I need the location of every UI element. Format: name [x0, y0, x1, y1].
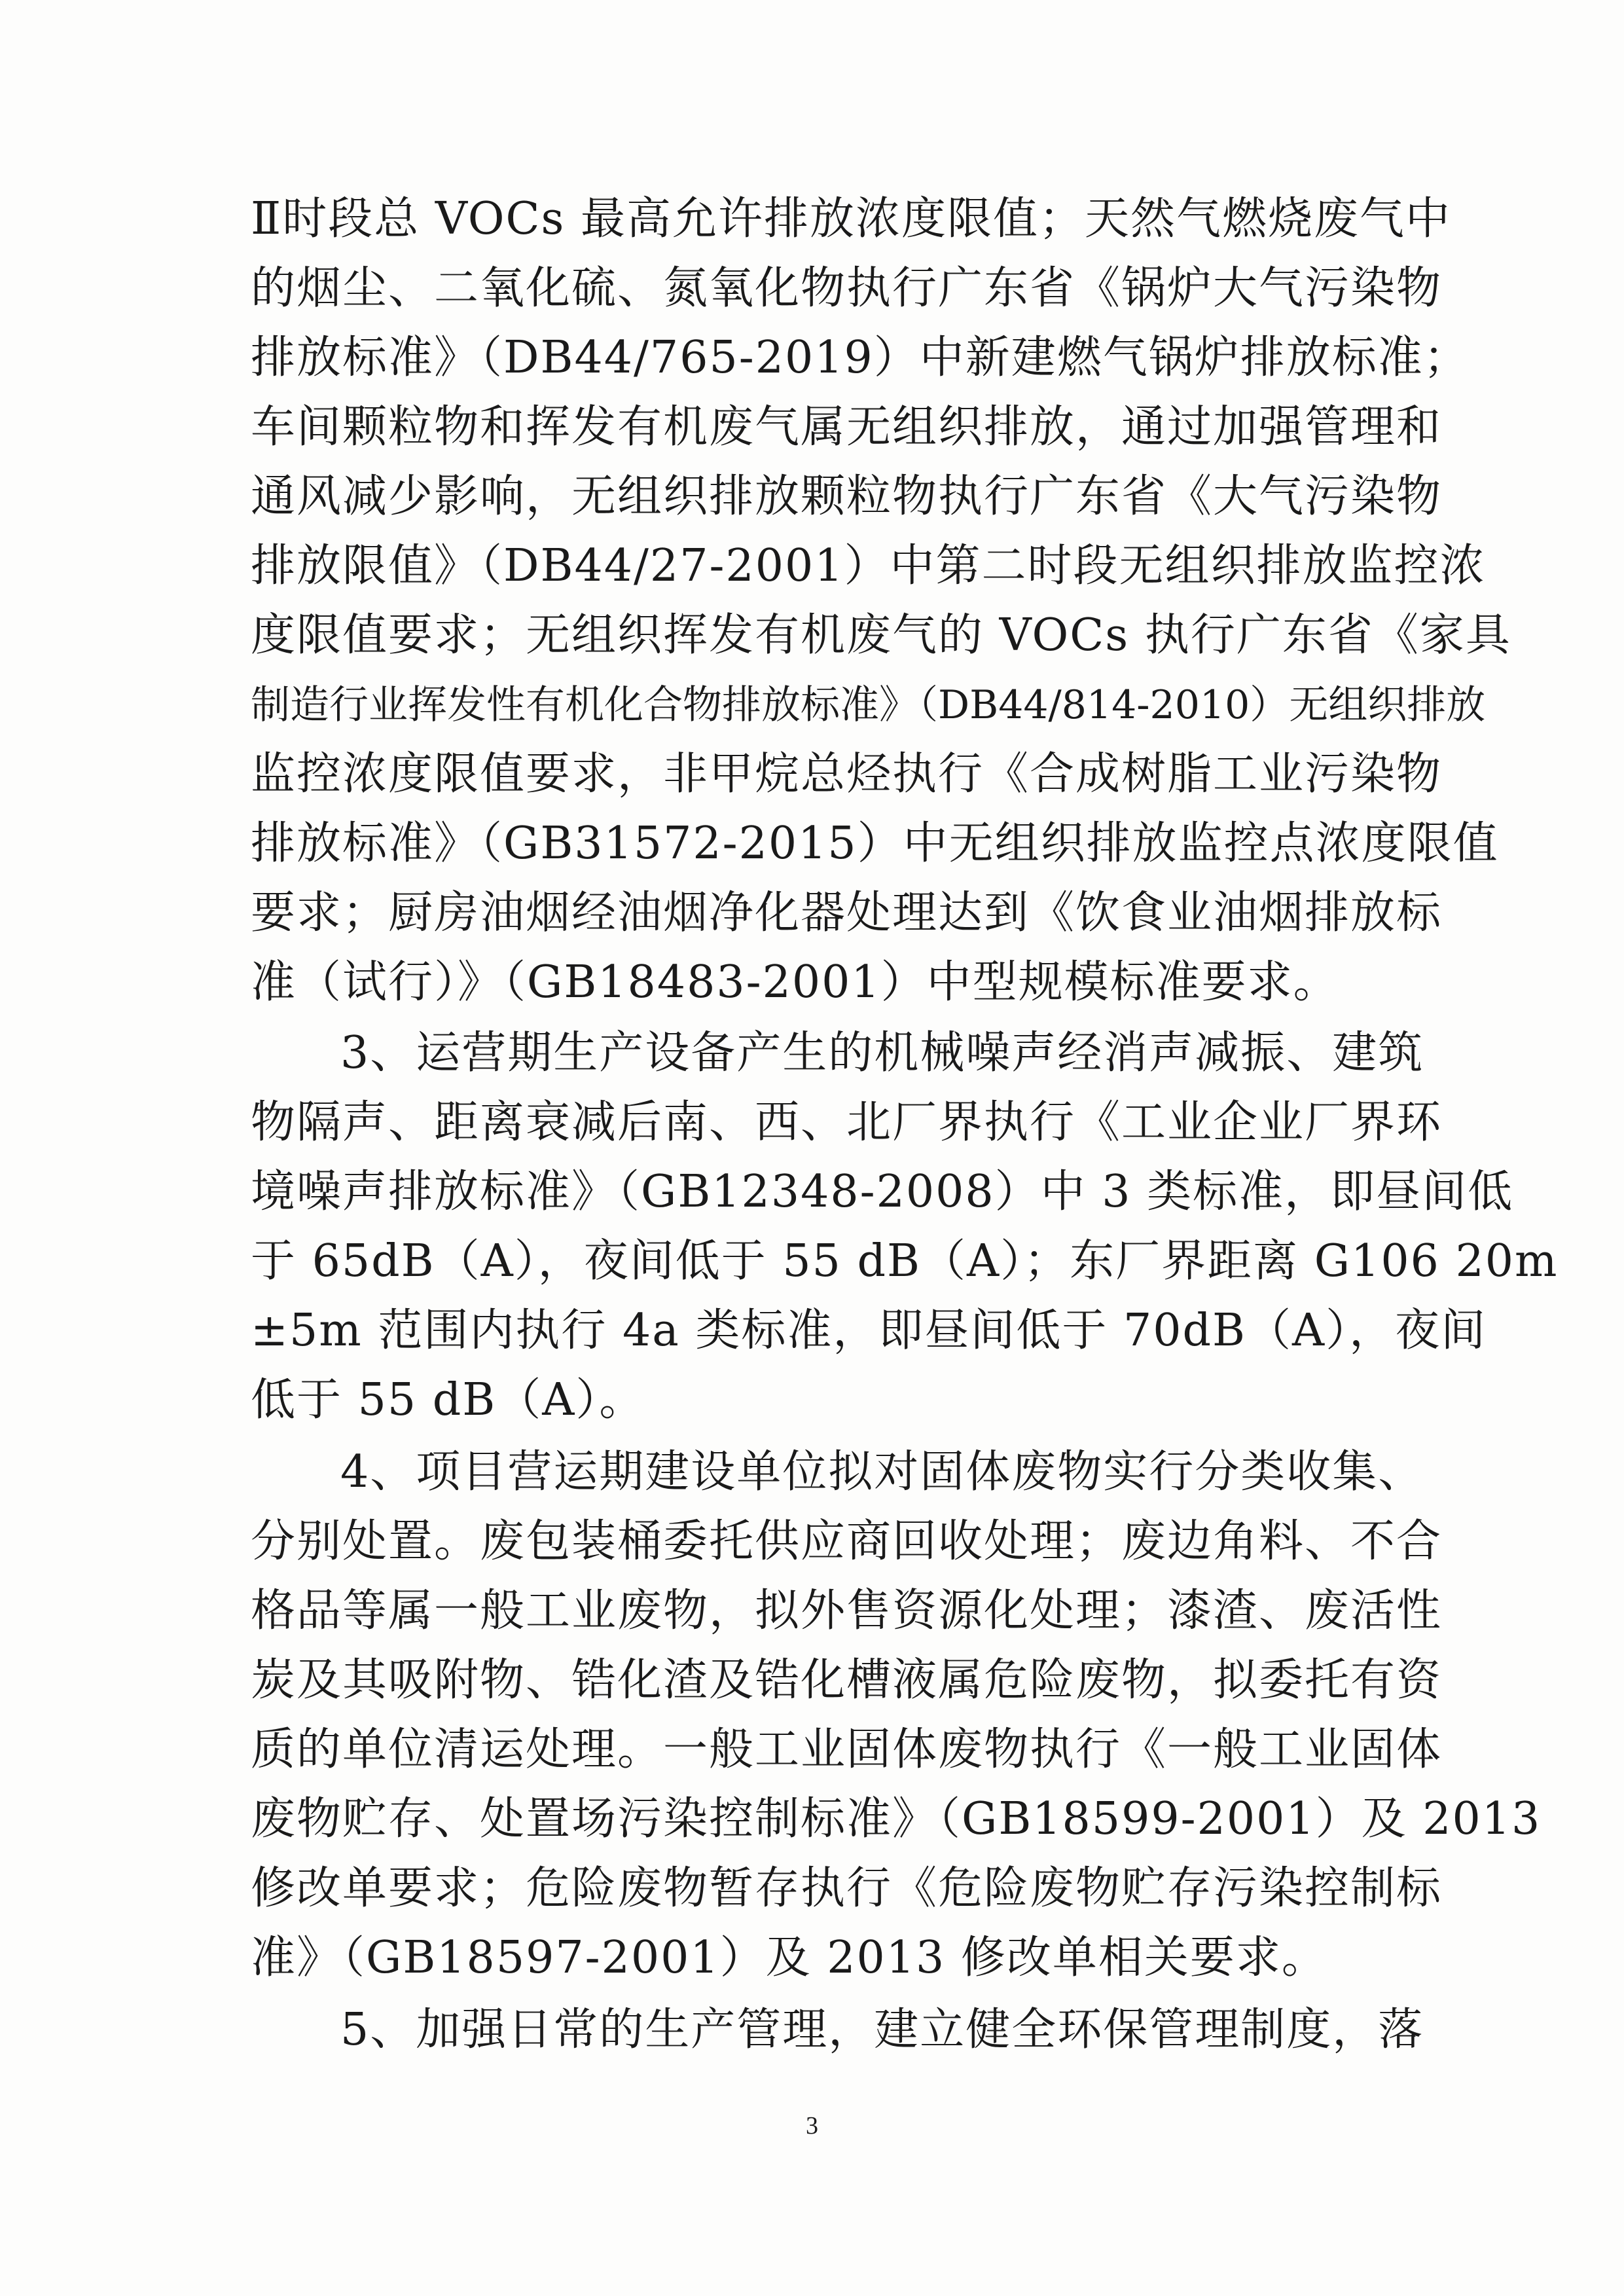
text-line-6: 排放限值》（DB44/27-2001）中第二时段无组织排放监控浓 [251, 540, 1486, 592]
paragraph-3-line-5: ±5m 范围内执行 4a 类标准，即昼间低于 70dB（A），夜间 [251, 1305, 1487, 1357]
text-line-5: 通风减少影响，无组织排放颗粒物执行广东省《大气污染物 [251, 471, 1443, 522]
paragraph-3-line-4: 于 65dB（A），夜间低于 55 dB（A）；东厂界距离 G106 20m [251, 1235, 1559, 1287]
text-line-7: 度限值要求；无组织挥发有机废气的 VOCs 执行广东省《家具 [251, 610, 1511, 661]
paragraph-4-line-3: 格品等属一般工业废物，拟外售资源化处理；漆渣、废活性 [251, 1585, 1443, 1637]
text-line-3: 排放标准》（DB44/765-2019）中新建燃气锅炉排放标准； [251, 332, 1470, 384]
paragraph-3-line-3: 境噪声排放标准》（GB12348-2008）中 3 类标准，即昼间低 [251, 1166, 1514, 1218]
paragraph-4-line-7: 修改单要求；危险废物暂存执行《危险废物贮存污染控制标 [251, 1863, 1443, 1914]
paragraph-3-line-2: 物隔声、距离衰减后南、西、北厂界执行《工业企业厂界环 [251, 1097, 1443, 1148]
text-line-11: 要求；厨房油烟经油烟净化器处理达到《饮食业油烟排放标 [251, 887, 1443, 939]
text-line-4: 车间颗粒物和挥发有机废气属无组织排放，通过加强管理和 [251, 401, 1443, 453]
text-line-9: 监控浓度限值要求，非甲烷总烃执行《合成树脂工业污染物 [251, 748, 1443, 800]
paragraph-5-line-1: 5、加强日常的生产管理，建立健全环保管理制度，落 [340, 2004, 1424, 2056]
paragraph-4-line-2: 分别处置。废包装桶委托供应商回收处理；废边角料、不合 [251, 1516, 1443, 1567]
page-number: 3 [806, 2112, 818, 2140]
text-line-8: 制造行业挥发性有机化合物排放标准》（DB44/814-2010）无组织排放 [251, 682, 1486, 728]
paragraph-4-line-6: 废物贮存、处置场污染控制标准》（GB18599-2001）及 2013 [251, 1793, 1542, 1845]
paragraph-4-line-4: 炭及其吸附物、锆化渣及锆化槽液属危险废物，拟委托有资 [251, 1654, 1443, 1706]
text-line-1: Ⅱ时段总 VOCs 最高允许排放浓度限值；天然气燃烧废气中 [251, 193, 1452, 245]
text-line-12: 准（试行）》（GB18483-2001）中型规模标准要求。 [251, 957, 1339, 1008]
paragraph-3-line-1: 3、运营期生产设备产生的机械噪声经消声减振、建筑 [340, 1027, 1424, 1079]
paragraph-3-line-6: 低于 55 dB（A）。 [251, 1374, 645, 1426]
text-line-2: 的烟尘、二氧化硫、氮氧化物执行广东省《锅炉大气污染物 [251, 263, 1443, 314]
paragraph-4-line-1: 4、项目营运期建设单位拟对固体废物实行分类收集、 [340, 1446, 1424, 1498]
text-line-10: 排放标准》（GB31572-2015）中无组织排放监控点浓度限值 [251, 818, 1499, 869]
paragraph-4-line-8: 准》（GB18597-2001）及 2013 修改单相关要求。 [251, 1932, 1327, 1984]
paragraph-4-line-5: 质的单位清运处理。一般工业固体废物执行《一般工业固体 [251, 1724, 1443, 1776]
